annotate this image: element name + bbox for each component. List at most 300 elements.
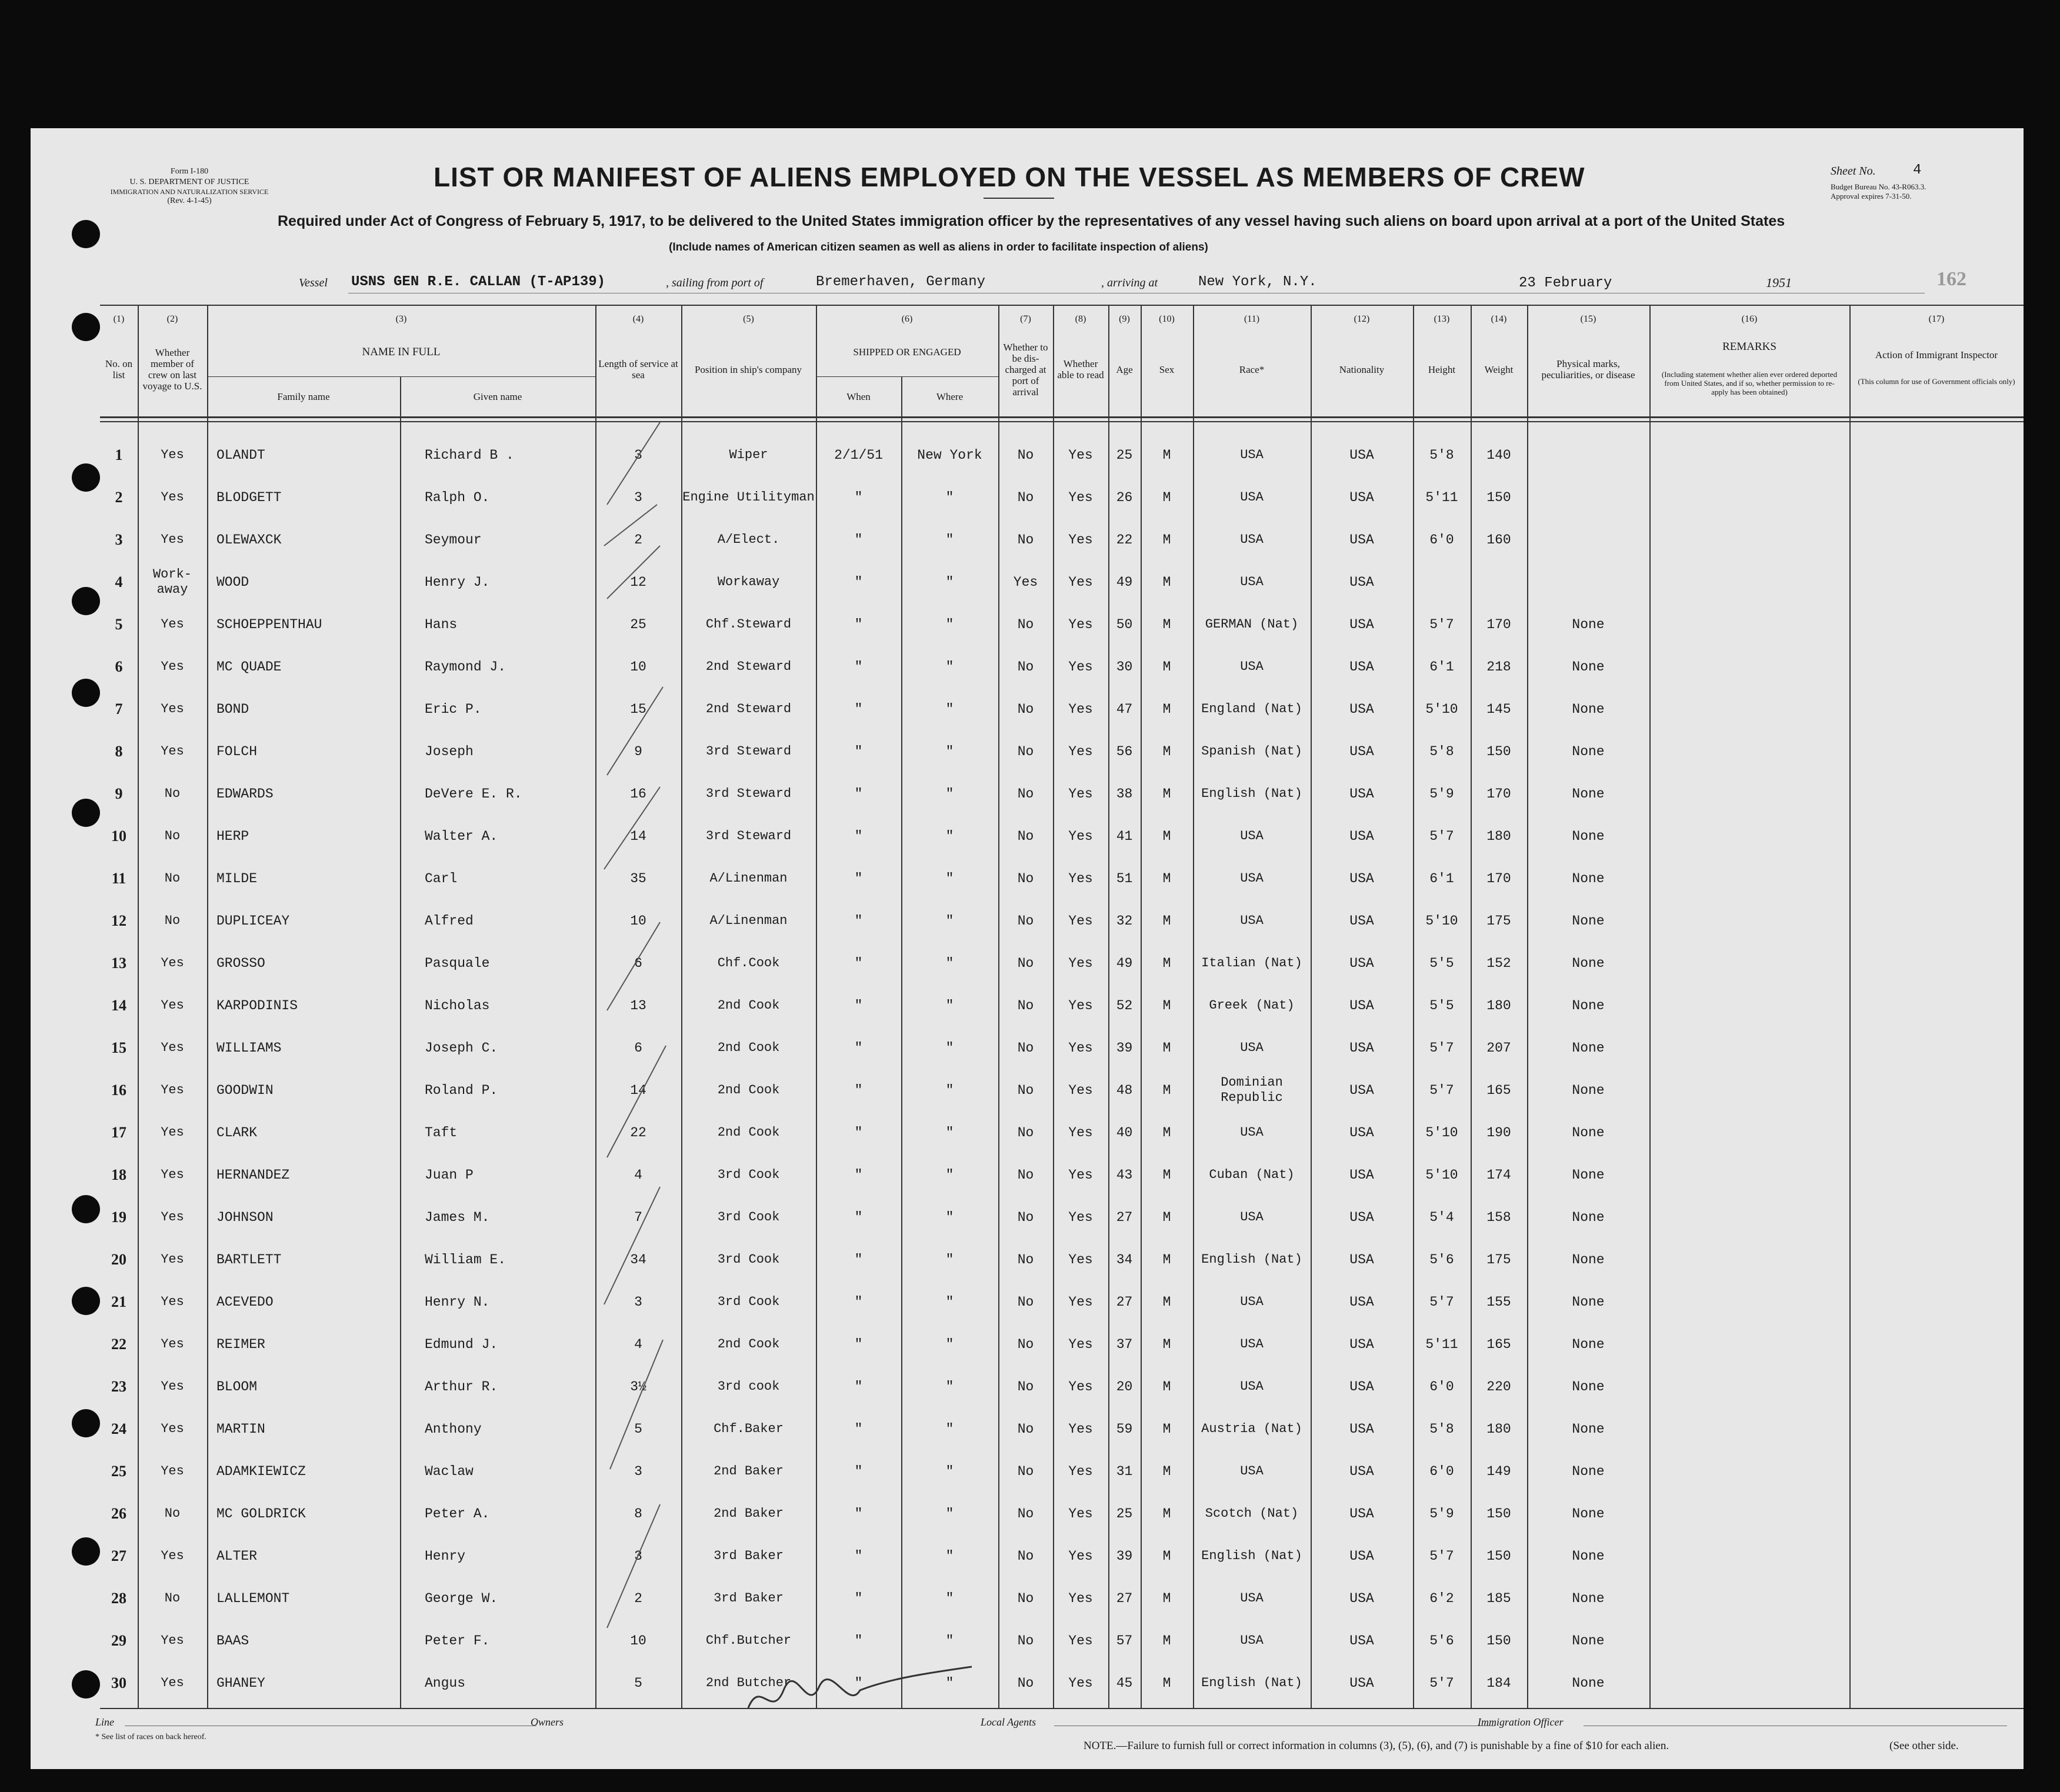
cell-nationality: USA — [1349, 1676, 1374, 1691]
cell-service: 6 — [634, 1040, 642, 1056]
table-row — [31, 1577, 2024, 1620]
cell-sex: M — [1162, 913, 1171, 929]
cell-given: Ralph O. — [425, 490, 490, 505]
name-subheader-line — [207, 376, 595, 377]
cell-family: LALLEMONT — [216, 1591, 290, 1606]
cell-no: 1 — [115, 446, 123, 463]
cell-weight: 175 — [1486, 1252, 1511, 1267]
cell-when: " — [854, 913, 863, 929]
cell-sex: M — [1162, 1591, 1171, 1606]
table-row — [31, 1450, 2024, 1493]
cell-position: Chf.Butcher — [705, 1633, 792, 1648]
cell-service: 7 — [634, 1210, 642, 1225]
cell-age: 47 — [1116, 702, 1133, 717]
cell-height: 5'7 — [1429, 1549, 1454, 1564]
cell-no: 29 — [111, 1632, 126, 1649]
table-row — [31, 857, 2024, 900]
cell-read: Yes — [1068, 1294, 1093, 1310]
cell-no: 26 — [111, 1505, 126, 1522]
cell-age: 37 — [1116, 1337, 1133, 1352]
header-family-name: Family name — [277, 391, 330, 402]
col-number: (3) — [395, 314, 407, 324]
cell-no: 4 — [115, 573, 123, 590]
cell-when: " — [854, 1167, 863, 1183]
cell-where: " — [945, 1337, 954, 1352]
cell-position: Chf.Cook — [717, 956, 780, 970]
cell-family: JOHNSON — [216, 1210, 274, 1225]
arriving-label: , arriving at — [1101, 276, 1158, 289]
cell-when: " — [854, 1464, 863, 1479]
cell-given: DeVere E. R. — [425, 786, 522, 802]
cell-marks: None — [1572, 1210, 1605, 1225]
cell-family: HERP — [216, 829, 249, 844]
cell-read: Yes — [1068, 1506, 1093, 1521]
table-row — [31, 561, 2024, 603]
arrival-year: 1951 — [1766, 275, 1792, 290]
cell-where: " — [945, 786, 954, 802]
cell-service: 8 — [634, 1506, 642, 1521]
cell-when: " — [854, 871, 863, 886]
cell-race: USA — [1240, 1125, 1264, 1140]
cell-service: 6 — [634, 956, 642, 971]
table-row — [31, 1154, 2024, 1196]
col-number: (9) — [1119, 314, 1130, 324]
cell-given: Peter F. — [425, 1633, 490, 1648]
cell-position: 2nd Cook — [717, 1125, 780, 1140]
cell-family: OLANDT — [216, 448, 265, 463]
cell-given: Pasquale — [425, 956, 490, 971]
cell-marks: None — [1572, 1167, 1605, 1183]
cell-given: Anthony — [425, 1421, 482, 1437]
header-remarks: REMARKS — [1722, 340, 1776, 353]
cell-discharged: No — [1017, 1040, 1034, 1056]
table-bottom-border — [100, 1708, 2024, 1709]
cell-read: Yes — [1068, 871, 1093, 886]
cell-height: 5'8 — [1429, 448, 1454, 463]
cell-when: " — [854, 1549, 863, 1564]
cell-age: 48 — [1116, 1083, 1133, 1098]
cell-given: Carl — [425, 871, 458, 886]
cell-prev: Yes — [161, 490, 184, 505]
cell-sex: M — [1162, 702, 1171, 717]
cell-when: " — [854, 1083, 863, 1098]
cell-discharged: No — [1017, 1676, 1034, 1691]
approval-expires: Approval expires 7-31-50. — [1831, 192, 1912, 201]
cell-weight: 184 — [1486, 1676, 1511, 1691]
cell-no: 20 — [111, 1251, 126, 1268]
cell-age: 20 — [1116, 1379, 1133, 1394]
cell-position: 2nd Cook — [717, 998, 780, 1013]
cell-height: 6'0 — [1429, 532, 1454, 548]
cell-given: Henry J. — [425, 575, 490, 590]
table-row — [31, 646, 2024, 688]
cell-prev: Yes — [161, 956, 184, 970]
cell-service: 3 — [634, 1294, 642, 1310]
cell-age: 38 — [1116, 786, 1133, 802]
cell-family: MC QUADE — [216, 659, 282, 675]
cell-service: 3 — [634, 1464, 642, 1479]
cell-height: 6'2 — [1429, 1591, 1454, 1606]
col-number: (12) — [1354, 314, 1370, 324]
cell-nationality: USA — [1349, 702, 1374, 717]
cell-service: 12 — [630, 575, 646, 590]
table-row — [31, 603, 2024, 646]
cell-sex: M — [1162, 1506, 1171, 1521]
cell-prev: Yes — [161, 1167, 184, 1182]
cell-family: EDWARDS — [216, 786, 274, 802]
cell-no: 16 — [111, 1082, 126, 1099]
header-race: Race* — [1239, 363, 1265, 375]
cell-sex: M — [1162, 1210, 1171, 1225]
cell-age: 30 — [1116, 659, 1133, 675]
cell-when: " — [854, 1294, 863, 1310]
cell-where: " — [945, 1125, 954, 1140]
cell-no: 12 — [111, 912, 126, 929]
cell-marks: None — [1572, 998, 1605, 1013]
cell-sex: M — [1162, 829, 1171, 844]
cell-marks: None — [1572, 1464, 1605, 1479]
cell-when: " — [854, 1676, 863, 1691]
cell-position: 3rd Cook — [717, 1252, 780, 1267]
cell-read: Yes — [1068, 1337, 1093, 1352]
cell-no: 10 — [111, 827, 126, 845]
cell-sex: M — [1162, 1083, 1171, 1098]
cell-discharged: No — [1017, 1633, 1034, 1648]
cell-sex: M — [1162, 871, 1171, 886]
cell-sex: M — [1162, 956, 1171, 971]
arrival-date: 23 February — [1519, 275, 1612, 291]
cell-family: ADAMKIEWICZ — [216, 1464, 306, 1479]
footer-agents-label: Local Agents — [981, 1716, 1036, 1728]
cell-where: " — [945, 702, 954, 717]
cell-marks: None — [1572, 1040, 1605, 1056]
table-row — [31, 1069, 2024, 1112]
cell-race: Greek (Nat) — [1209, 998, 1295, 1013]
cell-discharged: No — [1017, 1294, 1034, 1310]
cell-sex: M — [1162, 1549, 1171, 1564]
cell-no: 23 — [111, 1378, 126, 1395]
cell-position: 3rd Steward — [705, 829, 792, 843]
cell-given: Peter A. — [425, 1506, 490, 1521]
cell-given: Roland P. — [425, 1083, 498, 1098]
cell-family: CLARK — [216, 1125, 258, 1140]
cell-discharged: No — [1017, 1252, 1034, 1267]
header-weight: Weight — [1484, 363, 1514, 375]
cell-family: HERNANDEZ — [216, 1167, 290, 1183]
cell-read: Yes — [1068, 829, 1093, 844]
cell-discharged: No — [1017, 1210, 1034, 1225]
footer-line-label: Line — [95, 1716, 115, 1728]
cell-where: " — [945, 1464, 954, 1479]
cell-where: " — [945, 1379, 954, 1394]
cell-race: English (Nat) — [1201, 786, 1302, 801]
cell-weight: 150 — [1486, 744, 1511, 759]
races-footnote: * See list of races on back hereof. — [95, 1733, 206, 1741]
cell-prev: No — [164, 871, 181, 886]
cell-no: 11 — [111, 870, 126, 887]
cell-marks — [1527, 434, 1649, 476]
shipped-subheader-line — [816, 376, 998, 377]
cell-position: 2nd Cook — [717, 1083, 780, 1097]
cell-no: 2 — [115, 489, 123, 506]
cell-race: USA — [1240, 1464, 1264, 1479]
cell-read: Yes — [1068, 1379, 1093, 1394]
cell-marks: None — [1572, 1506, 1605, 1521]
table-row — [31, 1027, 2024, 1069]
cell-read: Yes — [1068, 448, 1093, 463]
cell-when: " — [854, 702, 863, 717]
cell-given: Joseph C. — [425, 1040, 498, 1056]
cell-where: " — [945, 617, 954, 632]
vessel-label: Vessel — [299, 276, 328, 289]
cell-where: " — [945, 1506, 954, 1521]
col-number: (8) — [1075, 314, 1086, 324]
cell-when: " — [854, 575, 863, 590]
cell-service: 10 — [630, 659, 646, 675]
cell-given: Waclaw — [425, 1464, 474, 1479]
cell-height: 5'7 — [1429, 1676, 1454, 1691]
cell-weight: 165 — [1486, 1083, 1511, 1098]
cell-when: " — [854, 744, 863, 759]
table-top-border — [100, 305, 2024, 306]
cell-given: Eric P. — [425, 702, 482, 717]
cell-discharged: No — [1017, 956, 1034, 971]
cell-age: 49 — [1116, 956, 1133, 971]
cell-age: 50 — [1116, 617, 1133, 632]
cell-height: 5'7 — [1429, 617, 1454, 632]
cell-service: 4 — [634, 1337, 642, 1352]
cell-marks: None — [1572, 1379, 1605, 1394]
cell-weight: 174 — [1486, 1167, 1511, 1183]
cell-family: BAAS — [216, 1633, 249, 1648]
cell-where: " — [945, 532, 954, 548]
table-row — [31, 1366, 2024, 1408]
cell-where: " — [945, 1210, 954, 1225]
cell-prev: Work-away — [152, 567, 192, 597]
cell-position: 3rd Cook — [717, 1167, 780, 1182]
cell-prev: Yes — [161, 702, 184, 716]
cell-prev: Yes — [161, 659, 184, 674]
cell-where: " — [945, 1083, 954, 1098]
cell-marks — [1527, 561, 1649, 603]
header-inspector-note: (This column for use of Government officials only) — [1858, 376, 2015, 386]
cell-marks: None — [1572, 956, 1605, 971]
cell-race: USA — [1240, 871, 1264, 886]
cell-when: " — [854, 786, 863, 802]
cell-family: MARTIN — [216, 1421, 265, 1437]
cell-position: 3rd Steward — [705, 786, 792, 801]
cell-service: 2 — [634, 532, 642, 548]
cell-weight: 149 — [1486, 1464, 1511, 1479]
cell-position: A/Elect. — [717, 532, 780, 547]
cell-when: " — [854, 1210, 863, 1225]
col-number: (17) — [1928, 314, 1945, 324]
cell-position: A/Linenman — [709, 913, 788, 928]
cell-age: 27 — [1116, 1591, 1133, 1606]
cell-read: Yes — [1068, 575, 1093, 590]
cell-family: GHANEY — [216, 1676, 265, 1691]
cell-prev: Yes — [161, 1083, 184, 1097]
cell-no: 22 — [111, 1336, 126, 1353]
col-number: (10) — [1159, 314, 1175, 324]
cell-race: Spanish (Nat) — [1201, 744, 1302, 759]
cell-family: GROSSO — [216, 956, 265, 971]
cell-no: 17 — [111, 1124, 126, 1141]
cell-read: Yes — [1068, 1083, 1093, 1098]
cell-marks: None — [1572, 1337, 1605, 1352]
header-able-to-read: Whether able to read — [1057, 358, 1104, 381]
cell-height: 5'8 — [1429, 1421, 1454, 1437]
cell-no: 27 — [111, 1547, 126, 1564]
header-position: Position in ship's company — [694, 363, 802, 375]
cell-given: Alfred — [425, 913, 474, 929]
cell-where: " — [945, 1591, 954, 1606]
stamp-number: 162 — [1936, 268, 1966, 290]
cell-read: Yes — [1068, 1591, 1093, 1606]
cell-given: Seymour — [425, 532, 482, 548]
cell-marks: None — [1572, 1294, 1605, 1310]
cell-sex: M — [1162, 1167, 1171, 1183]
cell-sex: M — [1162, 786, 1171, 802]
cell-position: 2nd Cook — [717, 1040, 780, 1055]
cell-nationality: USA — [1349, 956, 1374, 971]
cell-when: " — [854, 617, 863, 632]
cell-marks: None — [1572, 617, 1605, 632]
cell-height: 5'8 — [1429, 744, 1454, 759]
cell-age: 27 — [1116, 1294, 1133, 1310]
cell-race: USA — [1240, 575, 1264, 589]
cell-read: Yes — [1068, 532, 1093, 548]
cell-weight: 150 — [1486, 1633, 1511, 1648]
penalty-note: NOTE.—Failure to furnish full or correct information in columns (3), (5), (6), and (7) is punishable by a fine of $10 for each alien. — [1084, 1740, 1669, 1752]
cell-service: 22 — [630, 1125, 646, 1140]
form-number: Form I-180 — [170, 167, 209, 176]
cell-no: 30 — [111, 1674, 126, 1691]
cell-prev: Yes — [161, 1379, 184, 1394]
col-number: (14) — [1491, 314, 1507, 324]
cell-position: 3rd cook — [717, 1379, 780, 1394]
cell-when: " — [854, 1506, 863, 1521]
cell-no: 15 — [111, 1039, 126, 1056]
cell-when: " — [854, 659, 863, 675]
cell-nationality: USA — [1349, 448, 1374, 463]
cell-where: " — [945, 744, 954, 759]
cell-sex: M — [1162, 1421, 1171, 1437]
cell-nationality: USA — [1349, 1083, 1374, 1098]
cell-sex: M — [1162, 1633, 1171, 1648]
cell-weight: 155 — [1486, 1294, 1511, 1310]
cell-race: USA — [1240, 829, 1264, 843]
cell-family: OLEWAXCK — [216, 532, 282, 548]
cell-when: " — [854, 1337, 863, 1352]
cell-nationality: USA — [1349, 1549, 1374, 1564]
cell-service: 14 — [630, 1083, 646, 1098]
col-number: (1) — [113, 314, 125, 324]
cell-where: " — [945, 871, 954, 886]
cell-when: " — [854, 1379, 863, 1394]
cell-height: 5'10 — [1425, 702, 1458, 717]
table-row — [31, 942, 2024, 985]
cell-prev: No — [164, 1591, 181, 1606]
cell-when: " — [854, 1633, 863, 1648]
header-sex: Sex — [1159, 363, 1175, 375]
cell-read: Yes — [1068, 786, 1093, 802]
cell-family: MC GOLDRICK — [216, 1506, 306, 1521]
header-name-in-full: NAME IN FULL — [362, 345, 441, 358]
cell-no: 9 — [115, 785, 123, 802]
cell-weight: 150 — [1486, 490, 1511, 505]
cell-read: Yes — [1068, 617, 1093, 632]
header-remarks-note: (Including statement whether alien ever ordered deported from United States, and if so, whether permission to re-apply has been obtained) — [1661, 369, 1838, 396]
cell-race: USA — [1240, 913, 1264, 928]
cell-family: BLODGETT — [216, 490, 282, 505]
cell-prev: Yes — [161, 1421, 184, 1436]
cell-nationality: USA — [1349, 1040, 1374, 1056]
cell-service: 2 — [634, 1591, 642, 1606]
cell-service: 10 — [630, 1633, 646, 1648]
cell-when: " — [854, 1252, 863, 1267]
cell-prev: Yes — [161, 1040, 184, 1055]
cell-race: Italian (Nat) — [1201, 956, 1302, 970]
cell-sex: M — [1162, 1379, 1171, 1394]
cell-weight: 180 — [1486, 829, 1511, 844]
cell-family: SCHOEPPENTHAU — [216, 617, 322, 632]
cell-discharged: No — [1017, 702, 1034, 717]
cell-prev: No — [164, 786, 181, 801]
cell-age: 39 — [1116, 1549, 1133, 1564]
cell-weight — [1471, 561, 1527, 603]
cell-nationality: USA — [1349, 1421, 1374, 1437]
cell-discharged: No — [1017, 1379, 1034, 1394]
cell-given: Henry — [425, 1549, 466, 1564]
cell-read: Yes — [1068, 744, 1093, 759]
col-number: (7) — [1020, 314, 1031, 324]
cell-height: 5'5 — [1429, 998, 1454, 1013]
cell-race: English (Nat) — [1201, 1252, 1302, 1267]
cell-family: ALTER — [216, 1549, 258, 1564]
cell-nationality: USA — [1349, 1252, 1374, 1267]
cell-weight: 170 — [1486, 786, 1511, 802]
cell-nationality: USA — [1349, 786, 1374, 802]
cell-discharged: No — [1017, 786, 1034, 802]
cell-position: Chf.Baker — [714, 1421, 784, 1436]
cell-race: USA — [1240, 1337, 1264, 1351]
cell-given: Joseph — [425, 744, 474, 759]
table-row — [31, 434, 2024, 476]
cell-weight: 160 — [1486, 532, 1511, 548]
cell-family: FOLCH — [216, 744, 258, 759]
cell-discharged: No — [1017, 1506, 1034, 1521]
cell-read: Yes — [1068, 1040, 1093, 1056]
table-row — [31, 900, 2024, 942]
cell-discharged: No — [1017, 617, 1034, 632]
cell-nationality: USA — [1349, 1464, 1374, 1479]
cell-position: Wiper — [729, 448, 768, 462]
cell-age: 56 — [1116, 744, 1133, 759]
cell-where: " — [945, 829, 954, 844]
header-inspector-action: Action of Immigrant Inspector — [1875, 349, 1998, 361]
cell-discharged: No — [1017, 1167, 1034, 1183]
cell-position: Chf.Steward — [705, 617, 792, 632]
header-length-of-service: Length of service at sea — [598, 358, 678, 381]
cell-race: USA — [1240, 532, 1264, 547]
col-number: (11) — [1244, 314, 1260, 324]
cell-position: 3rd Baker — [714, 1549, 784, 1563]
cell-where: New York — [917, 448, 982, 463]
cell-prev: Yes — [161, 617, 184, 632]
cell-family: BOND — [216, 702, 249, 717]
cell-family: KARPODINIS — [216, 998, 298, 1013]
